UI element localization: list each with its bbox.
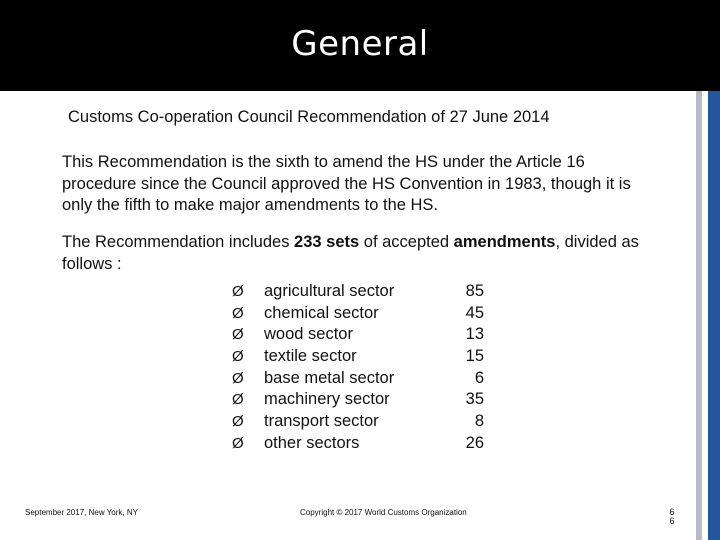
sets-count: 233 sets xyxy=(294,233,360,251)
list-item xyxy=(232,411,492,433)
sector-name: transport sector xyxy=(264,412,379,431)
summary-text-3: , divided as follows : xyxy=(62,233,639,273)
list-item xyxy=(232,346,492,368)
sector-count: 45 xyxy=(465,303,484,322)
title-bar xyxy=(0,0,720,91)
sector-list xyxy=(232,281,492,455)
sector-name: base metal sector xyxy=(264,368,395,387)
slide-title: General xyxy=(291,24,429,64)
intro-paragraph: This Recommendation is the sixth to amend the HS under the Article 16 procedure since the Council approved the HS Convention in 1983, though it is only the fifth to make major amendments to the HS. xyxy=(62,153,631,214)
list-item xyxy=(232,303,492,325)
sector-count: 15 xyxy=(465,347,484,366)
list-item xyxy=(232,368,492,390)
decorative-side-bar xyxy=(708,91,720,540)
sector-name: machinery sector xyxy=(264,390,390,409)
sector-name: chemical sector xyxy=(264,303,379,322)
footer-copyright: Copyright © 2017 World Customs Organization xyxy=(300,508,467,517)
sector-count: 6 xyxy=(474,368,484,387)
sector-count: 13 xyxy=(465,325,484,344)
sector-count: 8 xyxy=(474,412,484,431)
summary-paragraph xyxy=(62,232,662,275)
arrow-bullet-icon: Ø xyxy=(232,304,244,322)
arrow-bullet-icon: Ø xyxy=(232,326,244,344)
decorative-side-stripe xyxy=(696,91,702,540)
footer-date-location: September 2017, New York, NY xyxy=(25,508,138,517)
arrow-bullet-icon: Ø xyxy=(232,348,244,366)
sector-name: agricultural sector xyxy=(264,282,395,300)
arrow-bullet-icon: Ø xyxy=(232,413,244,431)
list-item xyxy=(232,324,492,346)
sector-count: 26 xyxy=(465,433,484,452)
summary-text-2: of accepted xyxy=(359,233,454,251)
arrow-bullet-icon: Ø xyxy=(232,434,244,452)
page-number: 66 xyxy=(669,507,675,526)
arrow-bullet-icon: Ø xyxy=(232,391,244,409)
sector-count: 35 xyxy=(465,390,484,409)
list-item xyxy=(232,389,492,411)
list-item xyxy=(232,281,492,303)
arrow-bullet-icon: Ø xyxy=(232,369,244,387)
arrow-bullet-icon: Ø xyxy=(232,283,244,300)
summary-text-1: The Recommendation includes xyxy=(62,233,295,251)
sector-name: wood sector xyxy=(264,325,353,344)
sector-name: textile sector xyxy=(264,347,357,366)
amendments-word: amendments xyxy=(453,233,556,251)
list-item xyxy=(232,433,492,455)
sector-count: 85 xyxy=(465,282,484,300)
recommendation-heading: Customs Co-operation Council Recommendation of 27 June 2014 xyxy=(68,108,550,126)
sector-name: other sectors xyxy=(264,433,360,452)
